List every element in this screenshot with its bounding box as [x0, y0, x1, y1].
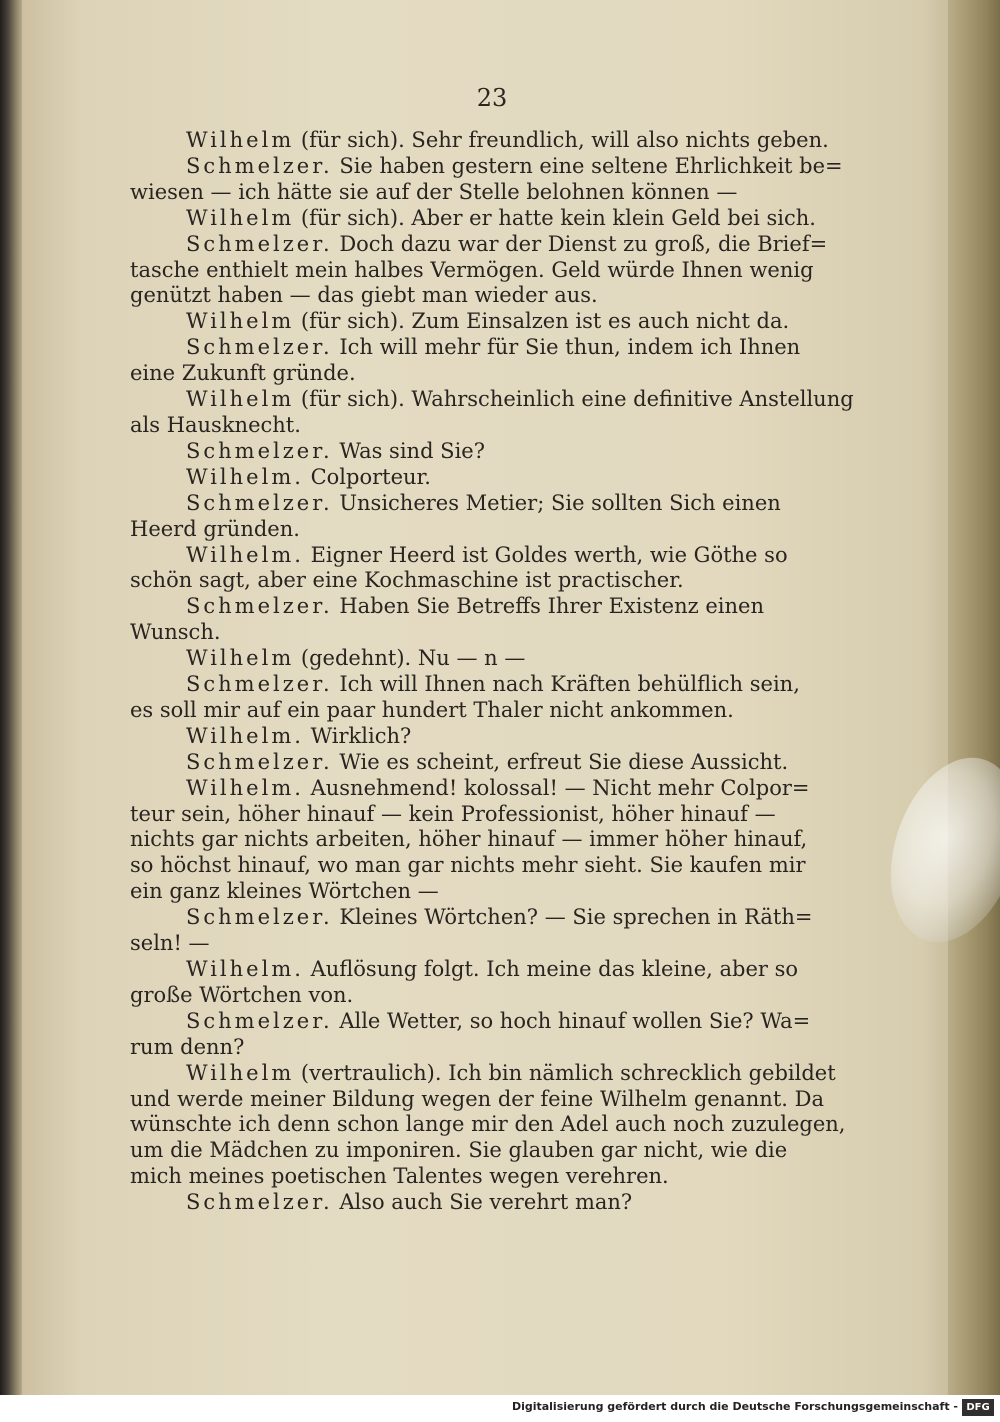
line-text: Heerd gründen.: [130, 516, 300, 541]
text-line: [130, 879, 850, 905]
line-text: mich meines poetischen Talentes wegen verehren.: [130, 1164, 669, 1189]
speaker-name: Schmelzer.: [186, 594, 333, 619]
line-text: (für sich). Sehr freundlich, will also nichts geben.: [294, 128, 829, 152]
speaker-name: Schmelzer.: [186, 335, 333, 360]
speaker-name: Schmelzer.: [186, 1190, 333, 1215]
speaker-name: Wilhelm.: [186, 723, 304, 748]
text-line: [130, 1035, 850, 1061]
line-text: teur sein, höher hinauf — kein Professionist, höher hinauf —: [130, 801, 776, 826]
dfg-logo: DFG: [962, 1399, 994, 1416]
speaker-name: Wilhelm: [186, 646, 295, 671]
text-line: [130, 465, 850, 491]
line-text: Ich will mehr für Sie thun, indem ich Ihnen: [332, 335, 801, 360]
text-line: [130, 258, 850, 284]
text-line: [130, 439, 850, 465]
text-line: [130, 335, 850, 361]
text-block: [130, 128, 854, 1216]
speaker-name: Wilhelm: [186, 309, 295, 334]
line-text: Wie es scheint, erfreut Sie diese Aussicht.: [332, 749, 789, 774]
line-text: und werde meiner Bildung wegen der feine Wilhelm genannt. Da: [130, 1086, 824, 1111]
line-text: tasche enthielt mein halbes Vermögen. Geld würde Ihnen wenig: [130, 257, 814, 282]
line-text: (für sich). Wahrscheinlich eine definitive Anstellung: [294, 387, 854, 412]
binding-shadow: [0, 0, 22, 1395]
line-text: Auflösung folgt. Ich meine das kleine, aber so: [303, 957, 799, 981]
text-line: [130, 776, 850, 802]
speaker-name: Schmelzer.: [186, 905, 333, 930]
speaker-name: Wilhelm.: [186, 957, 304, 981]
text-line: [130, 180, 850, 206]
speaker-name: Wilhelm.: [186, 464, 304, 489]
text-line: [130, 672, 850, 698]
line-text: Also auch Sie verehrt man?: [332, 1190, 633, 1215]
text-line: [130, 1138, 850, 1164]
text-line: [130, 413, 850, 439]
text-line: [130, 750, 850, 776]
text-line: [130, 853, 850, 879]
text-line: [130, 1087, 850, 1113]
line-text: Unsicheres Metier; Sie sollten Sich einen: [332, 490, 781, 515]
speaker-name: Schmelzer.: [186, 490, 333, 515]
line-text: Ich will Ihnen nach Kräften behülflich sein,: [332, 672, 800, 697]
line-text: Doch dazu war der Dienst zu groß, die Brief=: [332, 231, 828, 256]
line-text: schön sagt, aber eine Kochmaschine ist practischer.: [130, 568, 684, 593]
text-line: [130, 594, 850, 620]
text-line: [130, 206, 850, 232]
text-line: [130, 309, 850, 335]
line-text: wünschte ich denn schon lange mir den Adel auch noch zuzulegen,: [130, 1112, 846, 1137]
line-text: wiesen — ich hätte sie auf der Stelle belohnen können —: [130, 179, 738, 204]
text-line: [130, 1009, 850, 1035]
line-text: so höchst hinauf, wo man gar nichts mehr sieht. Sie kaufen mir: [130, 853, 806, 878]
text-line: [130, 1061, 850, 1087]
speaker-name: Wilhelm.: [186, 775, 304, 800]
speaker-name: Wilhelm: [186, 387, 295, 412]
text-line: [130, 387, 854, 413]
page-number: 23: [476, 84, 508, 112]
text-line: [130, 957, 850, 983]
speaker-name: Wilhelm: [186, 205, 295, 230]
line-text: Kleines Wörtchen? — Sie sprechen in Räth=: [332, 905, 813, 930]
line-text: Eigner Heerd ist Goldes werth, wie Göthe so: [303, 542, 788, 567]
speaker-name: Schmelzer.: [186, 672, 333, 697]
text-line: [130, 620, 850, 646]
speaker-name: Schmelzer.: [186, 749, 333, 774]
line-text: seln! —: [130, 931, 210, 956]
speaker-name: Schmelzer.: [186, 153, 333, 178]
text-line: [130, 1164, 850, 1190]
speaker-name: Wilhelm: [186, 1060, 295, 1085]
line-text: Sie haben gestern eine seltene Ehrlichkeit be=: [332, 153, 843, 178]
line-text: rum denn?: [130, 1034, 245, 1059]
footer-bar: [0, 1395, 1000, 1422]
speaker-name: Schmelzer.: [186, 1008, 333, 1033]
line-text: Colporteur.: [303, 464, 431, 489]
line-text: um die Mädchen zu imponiren. Sie glauben gar nicht, wie die: [130, 1138, 788, 1163]
line-text: Wirklich?: [303, 723, 412, 748]
book-page: [22, 0, 952, 1395]
speaker-name: Schmelzer.: [186, 231, 333, 256]
text-line: [130, 128, 850, 154]
text-line: [130, 154, 850, 180]
text-line: [130, 827, 850, 853]
text-line: [130, 543, 850, 569]
line-text: eine Zukunft gründe.: [130, 361, 356, 386]
line-text: Haben Sie Betreffs Ihrer Existenz einen: [332, 594, 764, 619]
line-text: es soll mir auf ein paar hundert Thaler nicht ankommen.: [130, 697, 734, 722]
speaker-name: Wilhelm: [186, 128, 295, 152]
line-text: als Hausknecht.: [130, 412, 301, 437]
text-line: [130, 698, 850, 724]
line-text: Wunsch.: [130, 620, 221, 645]
text-line: [130, 646, 850, 672]
page-edge: [948, 0, 1000, 1395]
text-line: [130, 983, 850, 1009]
footer-credit: Digitalisierung gefördert durch die Deutsche Forschungsgemeinschaft -: [511, 1400, 958, 1413]
line-text: große Wörtchen von.: [130, 982, 354, 1007]
line-text: (gedehnt). Nu — n —: [294, 646, 526, 671]
line-text: nichts gar nichts arbeiten, höher hinauf — immer höher hinauf,: [130, 827, 808, 852]
line-text: Alle Wetter, so hoch hinauf wollen Sie? Wa=: [332, 1008, 811, 1033]
line-text: (für sich). Aber er hatte kein klein Geld bei sich.: [294, 205, 816, 230]
line-text: (für sich). Zum Einsalzen ist es auch nicht da.: [294, 309, 790, 334]
line-text: Ausnehmend! kolossal! — Nicht mehr Colpor=: [303, 775, 810, 800]
line-text: genützt haben — das giebt man wieder aus.: [130, 283, 598, 308]
text-line: [130, 724, 850, 750]
text-line: [130, 517, 850, 543]
text-line: [130, 361, 850, 387]
speaker-name: Schmelzer.: [186, 438, 333, 463]
text-line: [130, 283, 850, 309]
line-text: ein ganz kleines Wörtchen —: [130, 879, 439, 904]
text-line: [130, 905, 850, 931]
text-line: [130, 1190, 850, 1216]
speaker-name: Wilhelm.: [186, 542, 304, 567]
text-line: [130, 931, 850, 957]
text-line: [130, 232, 850, 258]
text-line: [130, 491, 850, 517]
text-line: [130, 568, 850, 594]
text-line: [130, 1112, 850, 1138]
text-line: [130, 802, 850, 828]
line-text: (vertraulich). Ich bin nämlich schrecklich gebildet: [294, 1060, 836, 1085]
line-text: Was sind Sie?: [332, 438, 485, 463]
